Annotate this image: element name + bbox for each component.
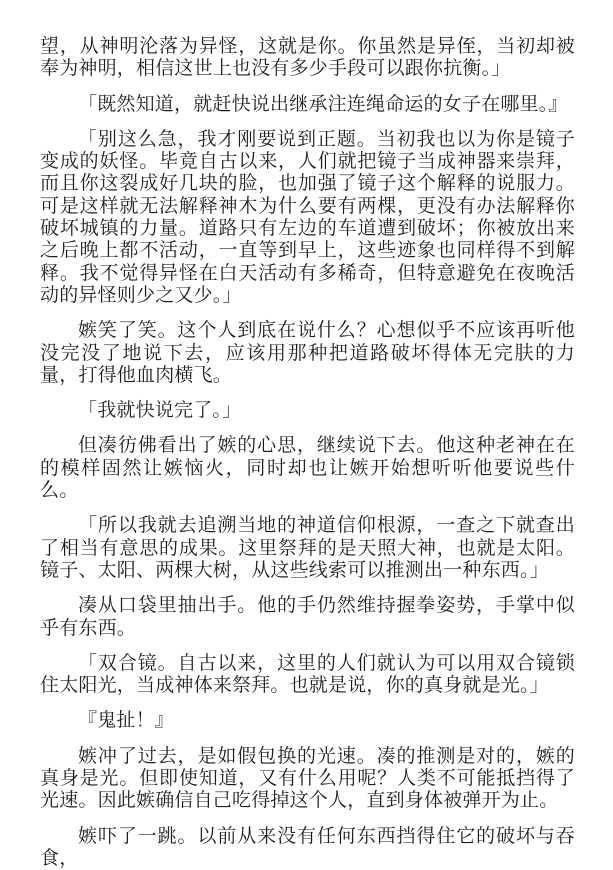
paragraph-narration: 嫉吓了一跳。以前从来没有任何东西挡得住它的破坏与吞食， <box>40 825 575 869</box>
paragraph-dialogue: 「既然知道，就赶快说出继承注连绳命运的女子在哪里。』 <box>78 93 568 115</box>
paragraph-dialogue: 「别这么急，我才刚要说到正题。当初我也以为你是镜子变成的妖怪。毕竟自古以来，人们就把镜子当成神器来崇拜，而且你这裂成好几块的脸，也加强了镜子这个解释的说服力。可是这样就无法解释神木为什么要有两棵，更没有办法解释你破坏城镇的力量。道路只有左边的车道遭到破坏；你被放出来之后晚上都不活动，一直等到早上，这些迹象也同样得不到解释。我不觉得异怪在白天活动有多稀奇，但特意避免在夜晚活动的异怪则少之又少。」 <box>40 128 575 306</box>
paragraph-dialogue: 「双合镜。自古以来，这里的人们就认为可以用双合镜锁住太阳光，当成神体来祭拜。也就是说，你的真身就是光。」 <box>40 652 575 697</box>
paragraph-narration: 嫉冲了过去，是如假包换的光速。凑的推测是对的，嫉的真身是光。但即使知道，又有什么用呢？人类不可能抵挡得了光速。因此嫉确信自己吃得掉这个人，直到身体被弹开为止。 <box>40 745 575 812</box>
paragraph-dialogue: 「所以我就去追溯当地的神道信仰根源，一查之下就查出了相当有意思的成果。这里祭拜的是天照大神，也就是太阳。镜子、太阳、两棵大树，从这些线索可以推测出一种东西。」 <box>40 515 575 581</box>
paragraph-continuation: 望，从神明沦落为异怪，这就是你。你虽然是异侄，当初却被奉为神明，相信这世上也没有多少手段可以跟你抗衡。」 <box>40 36 575 80</box>
paragraph-narration: 嫉笑了笑。这个人到底在说什么？心想似乎不应该再听他没完没了地说下去，应该用那种把道路破坏得体无完肤的力量，打得他血肉横飞。 <box>40 320 575 386</box>
paragraph-narration: 凑从口袋里抽出手。他的手仍然维持握拳姿势，手掌中似乎有东西。 <box>40 595 575 639</box>
paragraph-dialogue: 『鬼扯！』 <box>78 710 175 732</box>
paragraph-narration: 但凑彷佛看出了嫉的心思，继续说下去。他这种老神在在的模样固然让嫉恼火，同时却也让嫉开始想听听他要说些什么。 <box>40 435 575 502</box>
paragraph-dialogue: 「我就快说完了。」 <box>78 400 242 422</box>
